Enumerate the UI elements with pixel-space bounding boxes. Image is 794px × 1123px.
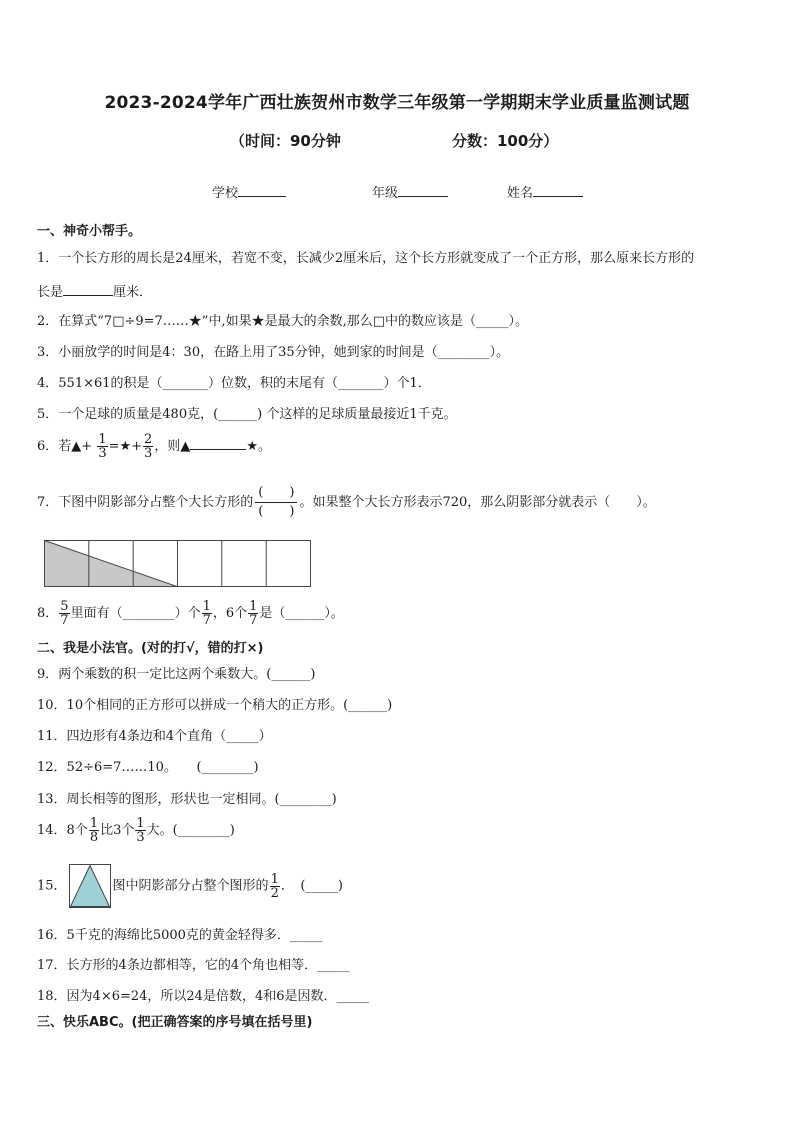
grade-field xyxy=(372,182,448,201)
exam-time: （时间：90分钟 xyxy=(230,132,341,150)
question-14-fraction-1: $\frac{1}{8}$ xyxy=(89,816,99,845)
question-14 xyxy=(37,817,235,845)
question-1-line-2 xyxy=(37,283,152,301)
question-9: 9．两个乘数的积一定比这两个乘数大。(______) xyxy=(37,667,316,682)
question-1-post: 厘米． xyxy=(113,285,153,300)
name-field xyxy=(507,182,583,201)
question-8-fraction-3: $\frac{1}{7}$ xyxy=(249,599,258,628)
question-3: 3．小丽放学的时间是4：30，在路上用了35分钟，她到家的时间是（________）。 xyxy=(37,345,510,360)
grade-blank[interactable] xyxy=(398,184,448,197)
question-15-mid: 图中阴影部分占整个图形的 xyxy=(112,878,269,894)
question-14-pre: 14．8个 xyxy=(37,823,88,838)
question-8-fraction-2: $\frac{1}{7}$ xyxy=(202,599,211,628)
question-14-post: 大。(________) xyxy=(146,823,235,838)
name-blank[interactable] xyxy=(533,184,583,197)
question-8-mid-2: ，6个 xyxy=(212,606,248,621)
question-6-end: ★。 xyxy=(246,439,271,454)
question-14-fraction-2: $\frac{1}{3}$ xyxy=(136,816,145,845)
divided-rectangle xyxy=(44,540,312,588)
question-8-fraction-1: $\frac{5}{7}$ xyxy=(60,599,69,628)
question-1-pre: 长是 xyxy=(37,285,64,300)
grade-label: 年级 xyxy=(372,186,399,201)
school-field xyxy=(212,182,286,201)
question-6-fraction-1: $\frac{1}{3}$ xyxy=(98,432,107,461)
question-15 xyxy=(37,864,343,909)
question-6 xyxy=(37,433,271,460)
question-13: 13．周长相等的图形，形状也一定相同。(________) xyxy=(37,792,337,807)
question-7-figure xyxy=(44,540,312,588)
question-7-post: 。如果整个大长方形表示720，那么阴影部分就表示（ ）。 xyxy=(299,495,656,510)
question-15-fraction: $\frac{1}{2}$ xyxy=(270,871,279,901)
question-1-blank[interactable] xyxy=(63,283,113,296)
question-12: 12．52÷6=7……10。 (________) xyxy=(37,760,259,775)
school-blank[interactable] xyxy=(238,184,286,197)
question-15-figure xyxy=(69,864,111,908)
question-15-pre: 15． xyxy=(37,878,67,894)
question-1-line-1: 1．一个长方形的周长是24厘米，若宽不变，长减少2厘米后，这个长方形就变成了一个正方形，那么原来长方形的 xyxy=(37,251,695,266)
name-label: 姓名 xyxy=(507,186,534,201)
question-11: 11．四边形有4条边和4个直角（_____） xyxy=(37,729,272,744)
question-18: 18．因为4×6=24，所以24是倍数，4和6是因数．_____ xyxy=(37,989,369,1004)
question-16: 16．5千克的海绵比5000克的黄金轻得多．_____ xyxy=(37,928,323,943)
question-7-fraction-blank[interactable]: $\frac{( )}{( )}$ xyxy=(255,484,297,521)
question-5: 5．一个足球的质量是480克，(______) 个这样的足球质量最接近1千克。 xyxy=(37,407,457,422)
page-title: 2023-2024学年广西壮族贺州市数学三年级第一学期期末学业质量监测试题 xyxy=(104,93,690,113)
section-3-heading: 三、快乐ABC。(把正确答案的序号填在括号里) xyxy=(37,1015,313,1030)
question-10: 10．10个相同的正方形可以拼成一个稍大的正方形。(______) xyxy=(37,698,393,713)
question-6-pre: 6．若▲+ xyxy=(37,439,93,454)
question-7-pre: 7．下图中阴影部分占整个大长方形的 xyxy=(37,495,254,510)
section-2-heading: 二、我是小法官。(对的打√，错的打×) xyxy=(37,641,264,656)
question-6-mid: =★+ xyxy=(108,439,143,454)
question-17: 17．长方形的4条边都相等，它的4个角也相等．_____ xyxy=(37,958,350,973)
question-4: 4．551×61的积是（_______）位数，积的末尾有（_______）个1． xyxy=(37,376,431,391)
question-2: 2．在算式“7□÷9=7……★”中,如果★是最大的余数,那么□中的数应该是（_____）。 xyxy=(37,314,528,329)
question-7 xyxy=(37,484,656,522)
school-label: 学校 xyxy=(212,186,239,201)
square-with-triangle xyxy=(69,864,111,908)
question-8-post: 是（______）。 xyxy=(259,606,344,621)
question-8 xyxy=(37,600,344,628)
section-1-heading: 一、神奇小帮手。 xyxy=(37,224,142,239)
question-6-blank[interactable] xyxy=(190,437,246,450)
question-15-post: ． (_____) xyxy=(280,878,343,894)
question-8-pre: 8． xyxy=(37,606,59,621)
question-8-mid-1: 里面有（________）个 xyxy=(70,606,201,621)
exam-score: 分数：100分） xyxy=(452,132,559,150)
question-6-fraction-2: $\frac{2}{3}$ xyxy=(144,432,153,461)
question-14-mid: 比3个 xyxy=(100,823,135,838)
question-6-post: ，则▲ xyxy=(154,439,191,454)
